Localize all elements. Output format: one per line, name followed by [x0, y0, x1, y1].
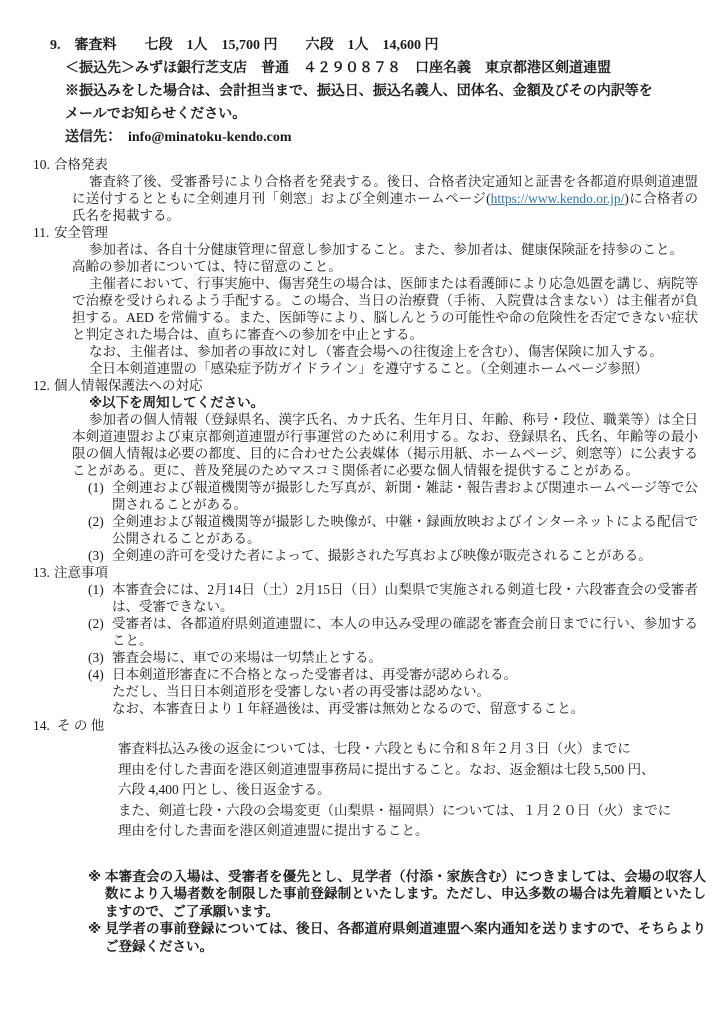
list-item-text: 本審査会には、2月14日（土）2月15日（日）山梨県で実施される剣道七段・六段審査会の受審者は、受審できない。 — [112, 582, 698, 614]
safety-paragraph-1b: 高齢の参加者については、特に留意のこと。 — [72, 259, 342, 274]
section-title: そ の 他 — [57, 718, 105, 733]
email-label: 送信先： — [65, 130, 128, 145]
safety-paragraph-4: 全日本剣道連盟の「感染症予防ガイドライン」を遵守すること。（全剣連ホームページ参照） — [89, 361, 649, 376]
email-line — [65, 126, 698, 149]
entry-restriction-note — [88, 868, 706, 921]
list-item — [88, 615, 698, 649]
list-item — [88, 581, 698, 615]
section-number: 13. — [33, 565, 50, 580]
list-item-text: 日本剣道形審査に不合格となった受審者は、再受審が認められる。 — [112, 667, 517, 682]
fee-line: 9. 審査料 七段 1人 15,700 円 六段 1人 14,600 円 — [50, 38, 439, 53]
section-number: 14. — [33, 718, 50, 733]
list-item — [88, 547, 698, 564]
kendo-homepage-link[interactable]: https://www.kendo.or.jp/ — [490, 191, 625, 206]
list-item-marker: (3) — [88, 650, 104, 665]
list-item-sub-note: なお、本審査日より１年経過後は、再受審は無効となるので、留意すること。 — [112, 701, 585, 716]
list-item — [88, 666, 698, 683]
venue-change-line: 理由を付した書面を港区剣道連盟に提出すること。 — [118, 823, 429, 838]
list-item-text: 全剣連および報道機関等が撮影した映像が、中継・録画放映およびインターネットによる配信で公開されることがある。 — [112, 514, 698, 546]
transfer-notice-line-2: メールでお知らせください。 — [65, 107, 247, 122]
list-item-marker: (1) — [88, 480, 104, 495]
section-14-heading — [33, 717, 698, 734]
list-item-sub-note: ただし、当日日本剣道形を受審しない者の再受審は認めない。 — [112, 684, 490, 699]
bank-transfer-line: ＜振込先＞みずほ銀行芝支店 普通 ４２９０８７８ 口座名義 東京都港区剣道連盟 — [65, 61, 611, 76]
list-item-marker: (3) — [88, 548, 104, 563]
section-12-heading — [33, 377, 698, 394]
list-item-text: 全剣連および報道機関等が撮影した写真が、新聞・雑誌・報告書および関連ホームページ等で公開されることがある。 — [112, 480, 698, 512]
refund-line: 六段 4,400 円とし、後日返金する。 — [118, 782, 331, 797]
safety-paragraph-2: 主催者において、行事実施中、傷害発生の場合は、医師または看護師により応急処置を講じ、病院等で治療を受けられるよう手配する。この場合、当日の治療費（手術、入院費は含まない）は主催者が負担する。AED を常備する。また、医師等により、脳しんとうの可能性や命の危険性を否定できない症状と判定された場合は、直ちに審査への参加を中止とする。 — [72, 276, 698, 342]
paragraph-text: )に合格者の氏名を掲載する。 — [72, 191, 698, 223]
transfer-notice-line-1: ※振込みをした場合は、会計担当まで、振込日、振込名義人、団体名、金額及びその内訳等を — [65, 84, 653, 99]
visitor-registration-note — [88, 920, 706, 955]
section-title: 注意事項 — [54, 565, 108, 580]
section-number: 11. — [33, 225, 50, 240]
refund-line: 理由を付した書面を港区剣道連盟事務局に提出すること。なお、返金額は七段 5,500 円、 — [118, 761, 655, 777]
section-10-heading — [33, 156, 698, 173]
list-item-text: 全剣連の許可を受けた者によって、撮影された写真および映像が販売されることがある。 — [112, 548, 652, 563]
list-item — [88, 479, 698, 513]
privacy-notice-line: ※以下を周知してください。 — [89, 395, 265, 410]
email-address: info@minatoku-kendo.com — [128, 130, 292, 145]
paragraph-text: 審査終了後、受審番号により合格者を発表する。後日、合格者決定通知と証書を各都道府県剣道連盟に送付するとともに全剣連月刊「剣窓」および全剣連ホームページ( — [72, 174, 698, 206]
note-asterisk: ※ — [88, 868, 102, 884]
section-number: 12. — [33, 378, 50, 393]
safety-paragraph-3: なお、主催者は、参加者の事故に対し（審査会場への往復途上を含む）、傷害保険に加入する。 — [89, 344, 663, 359]
section-title: 個人情報保護法への対応 — [54, 378, 203, 393]
section-13-heading — [33, 564, 698, 581]
bottom-notes — [33, 868, 706, 956]
results-paragraph — [72, 173, 698, 224]
list-item-text: 審査会場に、車での来場は一切禁止とする。 — [112, 650, 382, 665]
list-item — [88, 513, 698, 547]
section-number: 10. — [33, 157, 50, 172]
list-item-marker: (2) — [88, 616, 104, 631]
venue-change-line: また、剣道七段・六段の会場変更（山梨県・福岡県）については、１月２０日（火）までに — [118, 802, 672, 818]
list-item — [88, 649, 698, 666]
note-text: 本審査会の入場は、受審者を優先とし、見学者（付添・家族含む）につきましては、会場の収容人数により入場者数を制限した事前登録制といたします。ただし、申込多数の場合は先着順といたしますので、ご了承願います。 — [105, 868, 706, 919]
privacy-paragraph: 参加者の個人情報（登録県名、漢字氏名、カナ氏名、生年月日、年齢、称号・段位、職業等）は全日本剣道連盟および東京都剣道連盟が行事運営のために利用する。なお、登録県名、氏名、年齢等の最小限の個人情報は必要の都度、目的に合わせた公表媒体（掲示用紙、ホームページ、剣窓等）に公表することがある。更に、普及発展のためマスコミ関係者に必要な個人情報を提供することがある。 — [72, 412, 698, 478]
note-asterisk: ※ — [88, 921, 102, 936]
list-item-text: 受審者は、各都道府県剣道連盟に、本人の申込み受理の確認を審査会前日までに行い、参加すること。 — [112, 616, 698, 648]
list-item-marker: (4) — [88, 667, 104, 682]
section-9-fees — [50, 34, 698, 149]
safety-paragraph-1: 参加者は、各自十分健康管理に留意し参加すること。また、参加者は、健康保険証を持参のこと。 — [89, 242, 683, 257]
list-item-marker: (2) — [88, 514, 104, 529]
refund-line: 審査料払込み後の返金については、七段・六段ともに令和８年２月３日（火）までに — [118, 741, 631, 756]
section-title: 合格発表 — [54, 157, 108, 172]
list-item-marker: (1) — [88, 582, 104, 597]
section-11-heading — [33, 224, 698, 241]
note-text: 見学者の事前登録については、後日、各都道府県剣道連盟へ案内通知を送りますので、そちらよりご登録ください。 — [105, 921, 706, 954]
section-title: 安全管理 — [54, 225, 108, 240]
